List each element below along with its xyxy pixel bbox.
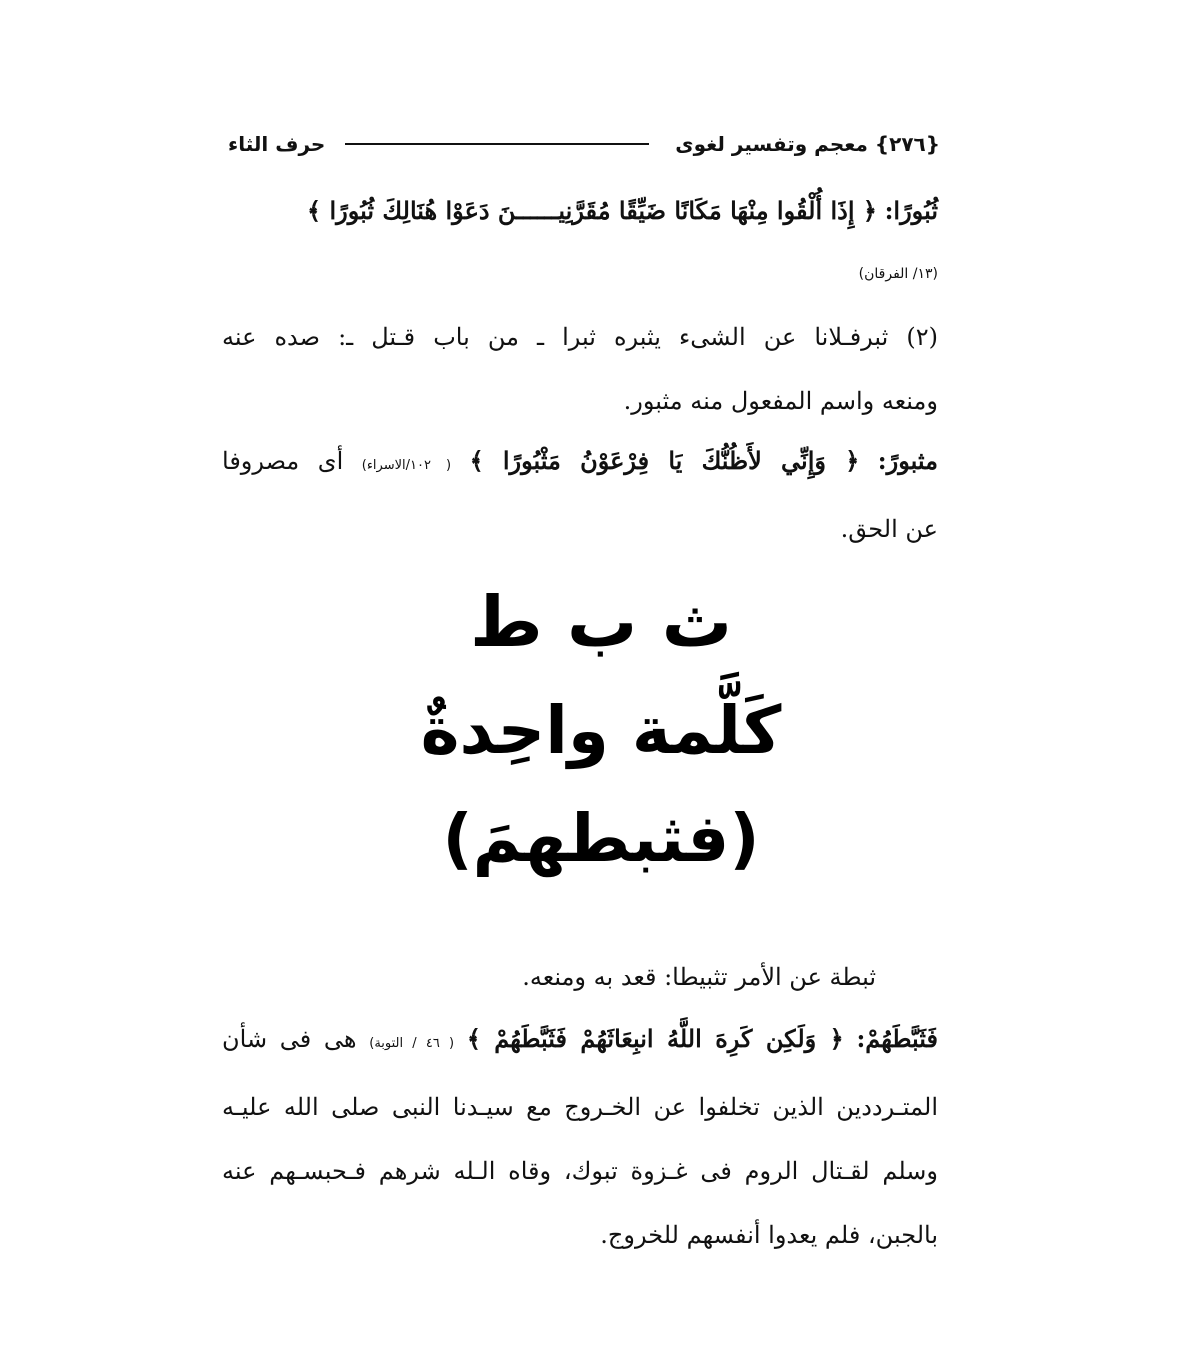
entry-thabbatahum-line <box>222 1022 938 1061</box>
entry-word: فَثَبَّطَهُمْ: <box>856 1024 938 1053</box>
entry-mathbur-line <box>222 444 938 483</box>
paragraph-line: المتـرددين الذين تخلفوا عن الخـروج مع سيـدنا النبى صلى الله عليـه <box>222 1093 938 1121</box>
section-title: حرف الثاء <box>228 132 326 156</box>
root-subtitle: كَلَّمة واحِدةٌ <box>420 692 782 769</box>
meaning-text: أى مصروفا <box>222 447 344 475</box>
quran-verse: ﴿ وَلَكِن كَرِهَ اللَّهُ انبِعَاثَهُمْ فَثَبَّطَهُمْ ﴾ <box>466 1024 844 1053</box>
root-word: (فثبطهمَ) <box>442 800 760 877</box>
book-title: {٢٧٦} معجم وتفسير لغوى <box>675 132 940 156</box>
entry-thubura-line <box>222 194 938 228</box>
entry-word: ثُبُورًا: <box>884 196 938 225</box>
quran-verse: ﴿ إِذَا أُلْقُوا مِنْهَا مَكَانًا ضَيِّقًا مُقَرَّنِيــــــنَ دَعَوْا هُنَالِكَ ثُبُورًا ﴾ <box>307 196 877 225</box>
paragraph-line: (٢) ثبرفـلانا عن الشىء يثبره ثبرا ـ من باب قـتل ـ: صده عنه <box>222 323 938 351</box>
paragraph-line: عن الحق. <box>840 515 938 543</box>
quran-verse: ﴿ وَإِنِّي لأَظُنُّكَ يَا فِرْعَوْنُ مَثْبُورًا ﴾ <box>469 446 860 475</box>
paragraph-line: ثبطة عن الأمر تثبيطا: قعد به ومنعه. <box>522 963 876 991</box>
paragraph-line: بالجبن، فلم يعدوا أنفسهم للخروج. <box>600 1221 938 1249</box>
verse-reference: (١٣/ الفرقان) <box>858 266 938 282</box>
verse-reference: ( ٤٦ / التوبة) <box>369 1036 455 1051</box>
root-letters: ث ب ط <box>469 581 733 663</box>
paragraph-line: ومنعه واسم المفعول منه مثبور. <box>623 387 938 415</box>
commentary-text: هى فى شأن <box>222 1025 357 1053</box>
header-rule <box>345 143 649 145</box>
entry-word: مثبورً: <box>877 446 938 475</box>
page-header <box>228 128 940 160</box>
paragraph-line: وسلم لقـتال الروم فى غـزوة تبوك، وقاه الـله شرهم فـحبسـهم عنه <box>222 1157 938 1185</box>
verse-reference: ( ١٠٢/الاسراء) <box>361 458 452 473</box>
